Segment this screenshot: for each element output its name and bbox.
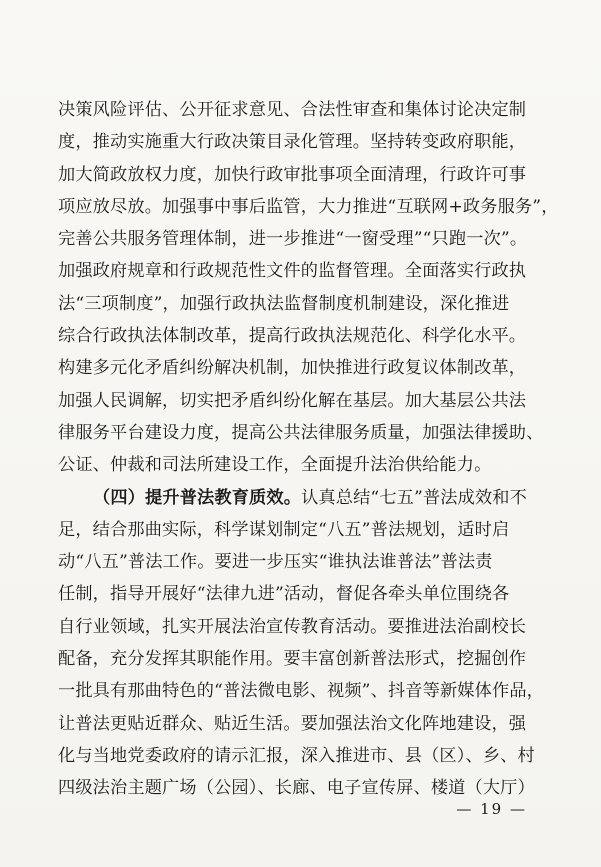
text-line: 任制，指导开展好“法律九进”活动，督促各牵头单位围绕各 [58, 584, 510, 605]
section-first-line [58, 482, 548, 514]
section-first-line-text: 认真总结“七五”普法成效和不 [301, 487, 527, 508]
text-line: 加大简政放权力度，加快行政审批事项全面清理，行政许可事 [58, 164, 527, 185]
text-line: 律服务平台建设力度，提高公共法律服务质量，加强法律援助、 [58, 422, 544, 443]
document-body [58, 94, 559, 805]
text-line: 足，结合那曲实际，科学谋划制定“八五”普法规划，适时启 [58, 519, 510, 540]
text-line: 自行业领域，扎实开展法治宣传教育活动。要推进法治副校长 [58, 616, 527, 637]
text-line: 法“三项制度”，加强行政执法监督制度机制建设，深化推进 [58, 293, 510, 314]
text-line: 化与当地党委政府的请示汇报，深入推进市、县（区）、乡、村 [58, 745, 535, 766]
text-line: 构建多元化矛盾纠纷解决机制，加快推进行政复议体制改革， [58, 358, 527, 379]
text-line: 四级法治主题广场（公园）、长廊、电子宣传屏、楼道（大厅） [58, 778, 535, 799]
text-line: 加强政府规章和行政规范性文件的监督管理。全面落实行政执 [58, 261, 527, 282]
text-line: 让普法更贴近群众、贴近生活。要加强法治文化阵地建设，强 [58, 713, 527, 734]
text-line: 度，推动实施重大行政决策目录化管理。坚持转变政府职能， [58, 132, 527, 153]
page-number: — 19 — [456, 800, 527, 818]
text-line: 决策风险评估、公开征求意见、合法性审查和集体讨论决定制 [58, 100, 527, 120]
text-line: 一批具有那曲特色的“普法微电影、视频”、抖音等新媒体作品， [58, 681, 544, 702]
text-line: 动“八五”普法工作。要进一步压实“谁执法谁普法”普法责 [58, 552, 493, 573]
text-line: 加强人民调解，切实把矛盾纠纷化解在基层。加大基层公共法 [58, 390, 527, 411]
text-line: 综合行政执法体制改革，提高行政执法规范化、科学化水平。 [58, 326, 527, 347]
section-heading: （四）提升普法教育质效。 [93, 487, 302, 508]
text-line: 项应放尽放。加强事中事后监管，大力推进“互联网+政务服务”， [58, 196, 559, 217]
text-line: 完善公共服务管理体制，进一步推进“一窗受理”“只跑一次”。 [58, 229, 528, 250]
text-line: 配备，充分发挥其职能作用。要丰富创新普法形式，挖掘创作 [58, 649, 527, 670]
text-line: 公证、仲裁和司法所建设工作，全面提升法治供给能力。 [58, 455, 492, 476]
